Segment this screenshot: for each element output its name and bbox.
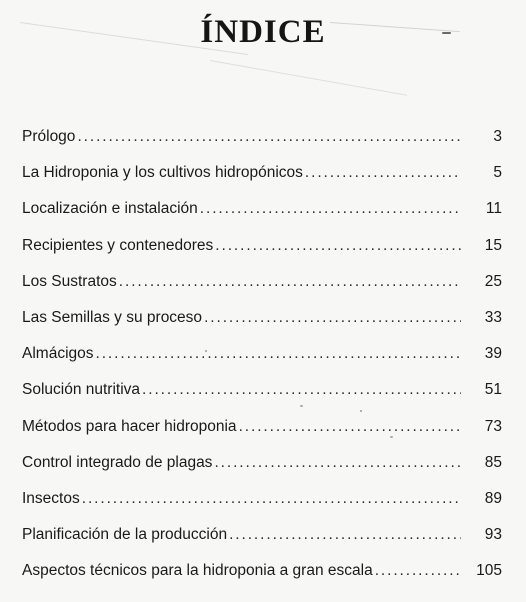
toc-entry-title: Planificación de la producción bbox=[22, 526, 228, 544]
dot-leader bbox=[142, 380, 461, 400]
toc-entry bbox=[22, 272, 502, 308]
dot-leader bbox=[82, 489, 461, 509]
toc-entry bbox=[22, 308, 502, 344]
toc-page-number: 73 bbox=[484, 417, 502, 435]
toc-page-number: 5 bbox=[493, 164, 502, 182]
dot-leader bbox=[96, 344, 462, 364]
table-of-contents bbox=[22, 127, 502, 597]
toc-page-number: 93 bbox=[484, 526, 502, 544]
toc-entry bbox=[22, 453, 502, 489]
toc-entry bbox=[22, 489, 502, 525]
toc-page-number: 51 bbox=[484, 381, 502, 399]
toc-entry-title: Solución nutritiva bbox=[22, 381, 141, 399]
toc-entry-title: Localización e instalación bbox=[22, 200, 198, 218]
toc-page-number: 39 bbox=[484, 345, 502, 363]
toc-page-number: 89 bbox=[484, 489, 502, 507]
toc-entry bbox=[22, 380, 502, 416]
toc-page-number: 33 bbox=[484, 308, 502, 326]
toc-entry bbox=[22, 236, 502, 272]
dot-leader bbox=[204, 308, 461, 328]
toc-entry-title: Control integrado de plagas bbox=[22, 453, 213, 471]
toc-page-number: 85 bbox=[484, 453, 502, 471]
toc-page-number: 105 bbox=[476, 562, 502, 580]
toc-entry-title: Métodos para hacer hidroponia bbox=[22, 417, 237, 435]
toc-entry bbox=[22, 163, 502, 199]
toc-entry-title: Los Sustratos bbox=[22, 272, 117, 290]
dot-leader bbox=[375, 561, 461, 581]
toc-entry-title: Aspectos técnicos para la hidroponia a gran escala bbox=[22, 562, 373, 580]
toc-entry bbox=[22, 127, 502, 163]
toc-page-number: 11 bbox=[485, 200, 502, 218]
dot-leader bbox=[305, 163, 461, 183]
toc-page-number: 25 bbox=[484, 272, 502, 290]
dot-leader bbox=[200, 199, 461, 219]
toc-entry-title: Insectos bbox=[22, 489, 80, 507]
toc-entry bbox=[22, 417, 502, 453]
toc-entry-title: Prólogo bbox=[22, 128, 76, 145]
dot-leader bbox=[77, 127, 461, 147]
toc-entry-title: Recipientes y contenedores bbox=[22, 236, 214, 254]
dot-leader bbox=[229, 525, 461, 545]
page-title: ÍNDICE bbox=[200, 14, 326, 50]
toc-entry bbox=[22, 561, 502, 597]
toc-entry-title: Las Semillas y su proceso bbox=[22, 308, 203, 326]
toc-entry-title: La Hidroponia y los cultivos hidropónicos bbox=[22, 164, 303, 182]
toc-entry bbox=[22, 199, 502, 235]
scan-streak bbox=[210, 60, 407, 96]
dot-leader bbox=[214, 453, 461, 473]
toc-entry bbox=[22, 525, 502, 561]
dot-leader bbox=[239, 417, 461, 437]
toc-entry-title: Almácigos bbox=[22, 345, 94, 363]
toc-page-number: 15 bbox=[484, 236, 502, 254]
dot-leader bbox=[215, 236, 461, 256]
toc-page-number: 3 bbox=[493, 128, 502, 145]
toc-entry bbox=[22, 344, 502, 380]
dot-leader bbox=[119, 272, 461, 292]
